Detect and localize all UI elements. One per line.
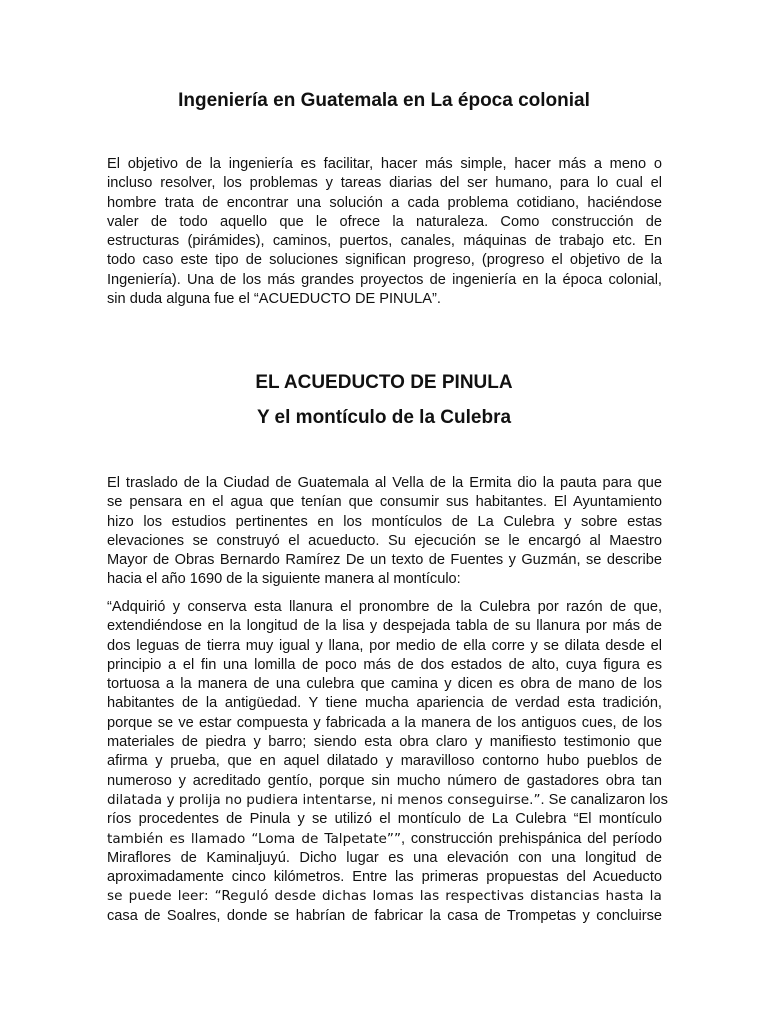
intro-line: hombre trata de encontrar una solución a cada problema cotidiano, haciéndose (107, 194, 662, 211)
quote-line: porque se ve estar compuesta y fabricada a la manera de los antiguos cues, de los (107, 714, 662, 731)
quote-line: materiales de piedra y barro; siendo esta obra claro y manifiesto testimonio que (107, 734, 662, 751)
history-line: elevaciones se construyó el acueducto. Su ejecución se le encargó al Maestro (107, 532, 662, 549)
last-line: casa de Soalres, donde se habrían de fabricar la casa de Trompetas y concluirse (107, 907, 662, 924)
intro-line: El objetivo de la ingeniería es facilitar, hacer más simple, hacer más a meno o (107, 156, 662, 172)
intro-line: todo caso este tipo de soluciones significan progreso, (progreso el objetivo de la (107, 252, 662, 269)
quote-end-text: dilatada y prolija no pudiera intentarse, ni menos conseguirse.” (107, 791, 541, 808)
history-line: El traslado de la Ciudad de Guatemala al Vella de la Ermita dio la pauta para que (107, 475, 662, 491)
quote-line: “Adquirió y conserva esta llanura el pronombre de la Culebra por razón de que, (107, 599, 662, 615)
quote-paragraph (107, 598, 668, 926)
intro-line: incluso resolver, los problemas y tareas diarias del ser humano, para lo cual el (107, 175, 662, 192)
history-line: hacia el año 1690 de la siguiente manera al montículo: (107, 571, 461, 588)
intro-line: valer de todo aquello que le ofrece la naturaleza. Como construcción de (107, 213, 662, 230)
intro-line: sin duda alguna fue el “ACUEDUCTO DE PINULA”. (107, 291, 441, 308)
prehispanica-text: , construcción prehispánica del período (401, 830, 662, 847)
section-subtitle: Y el montículo de la Culebra (256, 407, 512, 428)
rios-line: ríos procedentes de Pinula y se utilizó el montículo de La Culebra “El montículo (107, 811, 662, 828)
tambien-line-mixed (107, 830, 662, 849)
final-line: Miraflores de Kaminaljuyú. Dicho lugar es una elevación con una longitud de (107, 849, 662, 866)
document-title: Ingeniería en Guatemala en La época colonial (178, 90, 590, 111)
quote-line: tortuosa a la manera de una culebra que camina y dicen es obra de mano de los (107, 676, 662, 693)
section-title: EL ACUEDUCTO DE PINULA (255, 372, 513, 393)
talpetate-text: también es llamado “Loma de Talpetate”” (107, 830, 401, 847)
history-line: hizo los estudios pertinentes en los montículos de La Culebra y sobre estas (107, 513, 662, 530)
final-line: aproximadamente cinco kilómetros. Entre las primeras propuestas del Acueducto (107, 869, 662, 886)
quote-line: afirma y prueba, que en aquel dilatado y maravilloso contorno hubo pueblos de (107, 753, 662, 770)
history-line: se pensara en el agua que tenían que consumir sus habitantes. El Ayuntamiento (107, 494, 662, 511)
quote-line: dos leguas de tierra muy igual y llana, por medio de ella corre y se dilata desde el (107, 637, 662, 654)
regulo-line: se puede leer: “Reguló desde dichas lomas las respectivas distancias hasta la (107, 888, 662, 905)
quote-line: principio a el fin una lomilla de poco más de dos estados de alto, cuya figura es (107, 656, 662, 673)
quote-line-mixed (107, 791, 668, 810)
quote-line: extendiéndose en la longitud de la lisa y despejada tabla de su llanura por más de (107, 618, 662, 635)
intro-line: estructuras (pirámides), caminos, puertos, canales, máquinas de trabajo etc. En (107, 233, 662, 250)
canalizaron-text: . Se canalizaron los (540, 791, 668, 808)
history-paragraph (107, 474, 662, 590)
intro-paragraph (107, 155, 662, 309)
quote-line: habitantes de la antigüedad. Y tiene mucha apariencia de verdad esta tradición, (107, 695, 662, 712)
intro-line: Ingeniería). Una de los más grandes proyectos de ingeniería en la época colonial, (107, 271, 662, 288)
quote-line: numeroso y acreditado gentío, porque sin mucho número de gastadores obra tan (107, 772, 662, 789)
history-line: Mayor de Obras Bernardo Ramírez De un texto de Fuentes y Guzmán, se describe (107, 552, 662, 569)
